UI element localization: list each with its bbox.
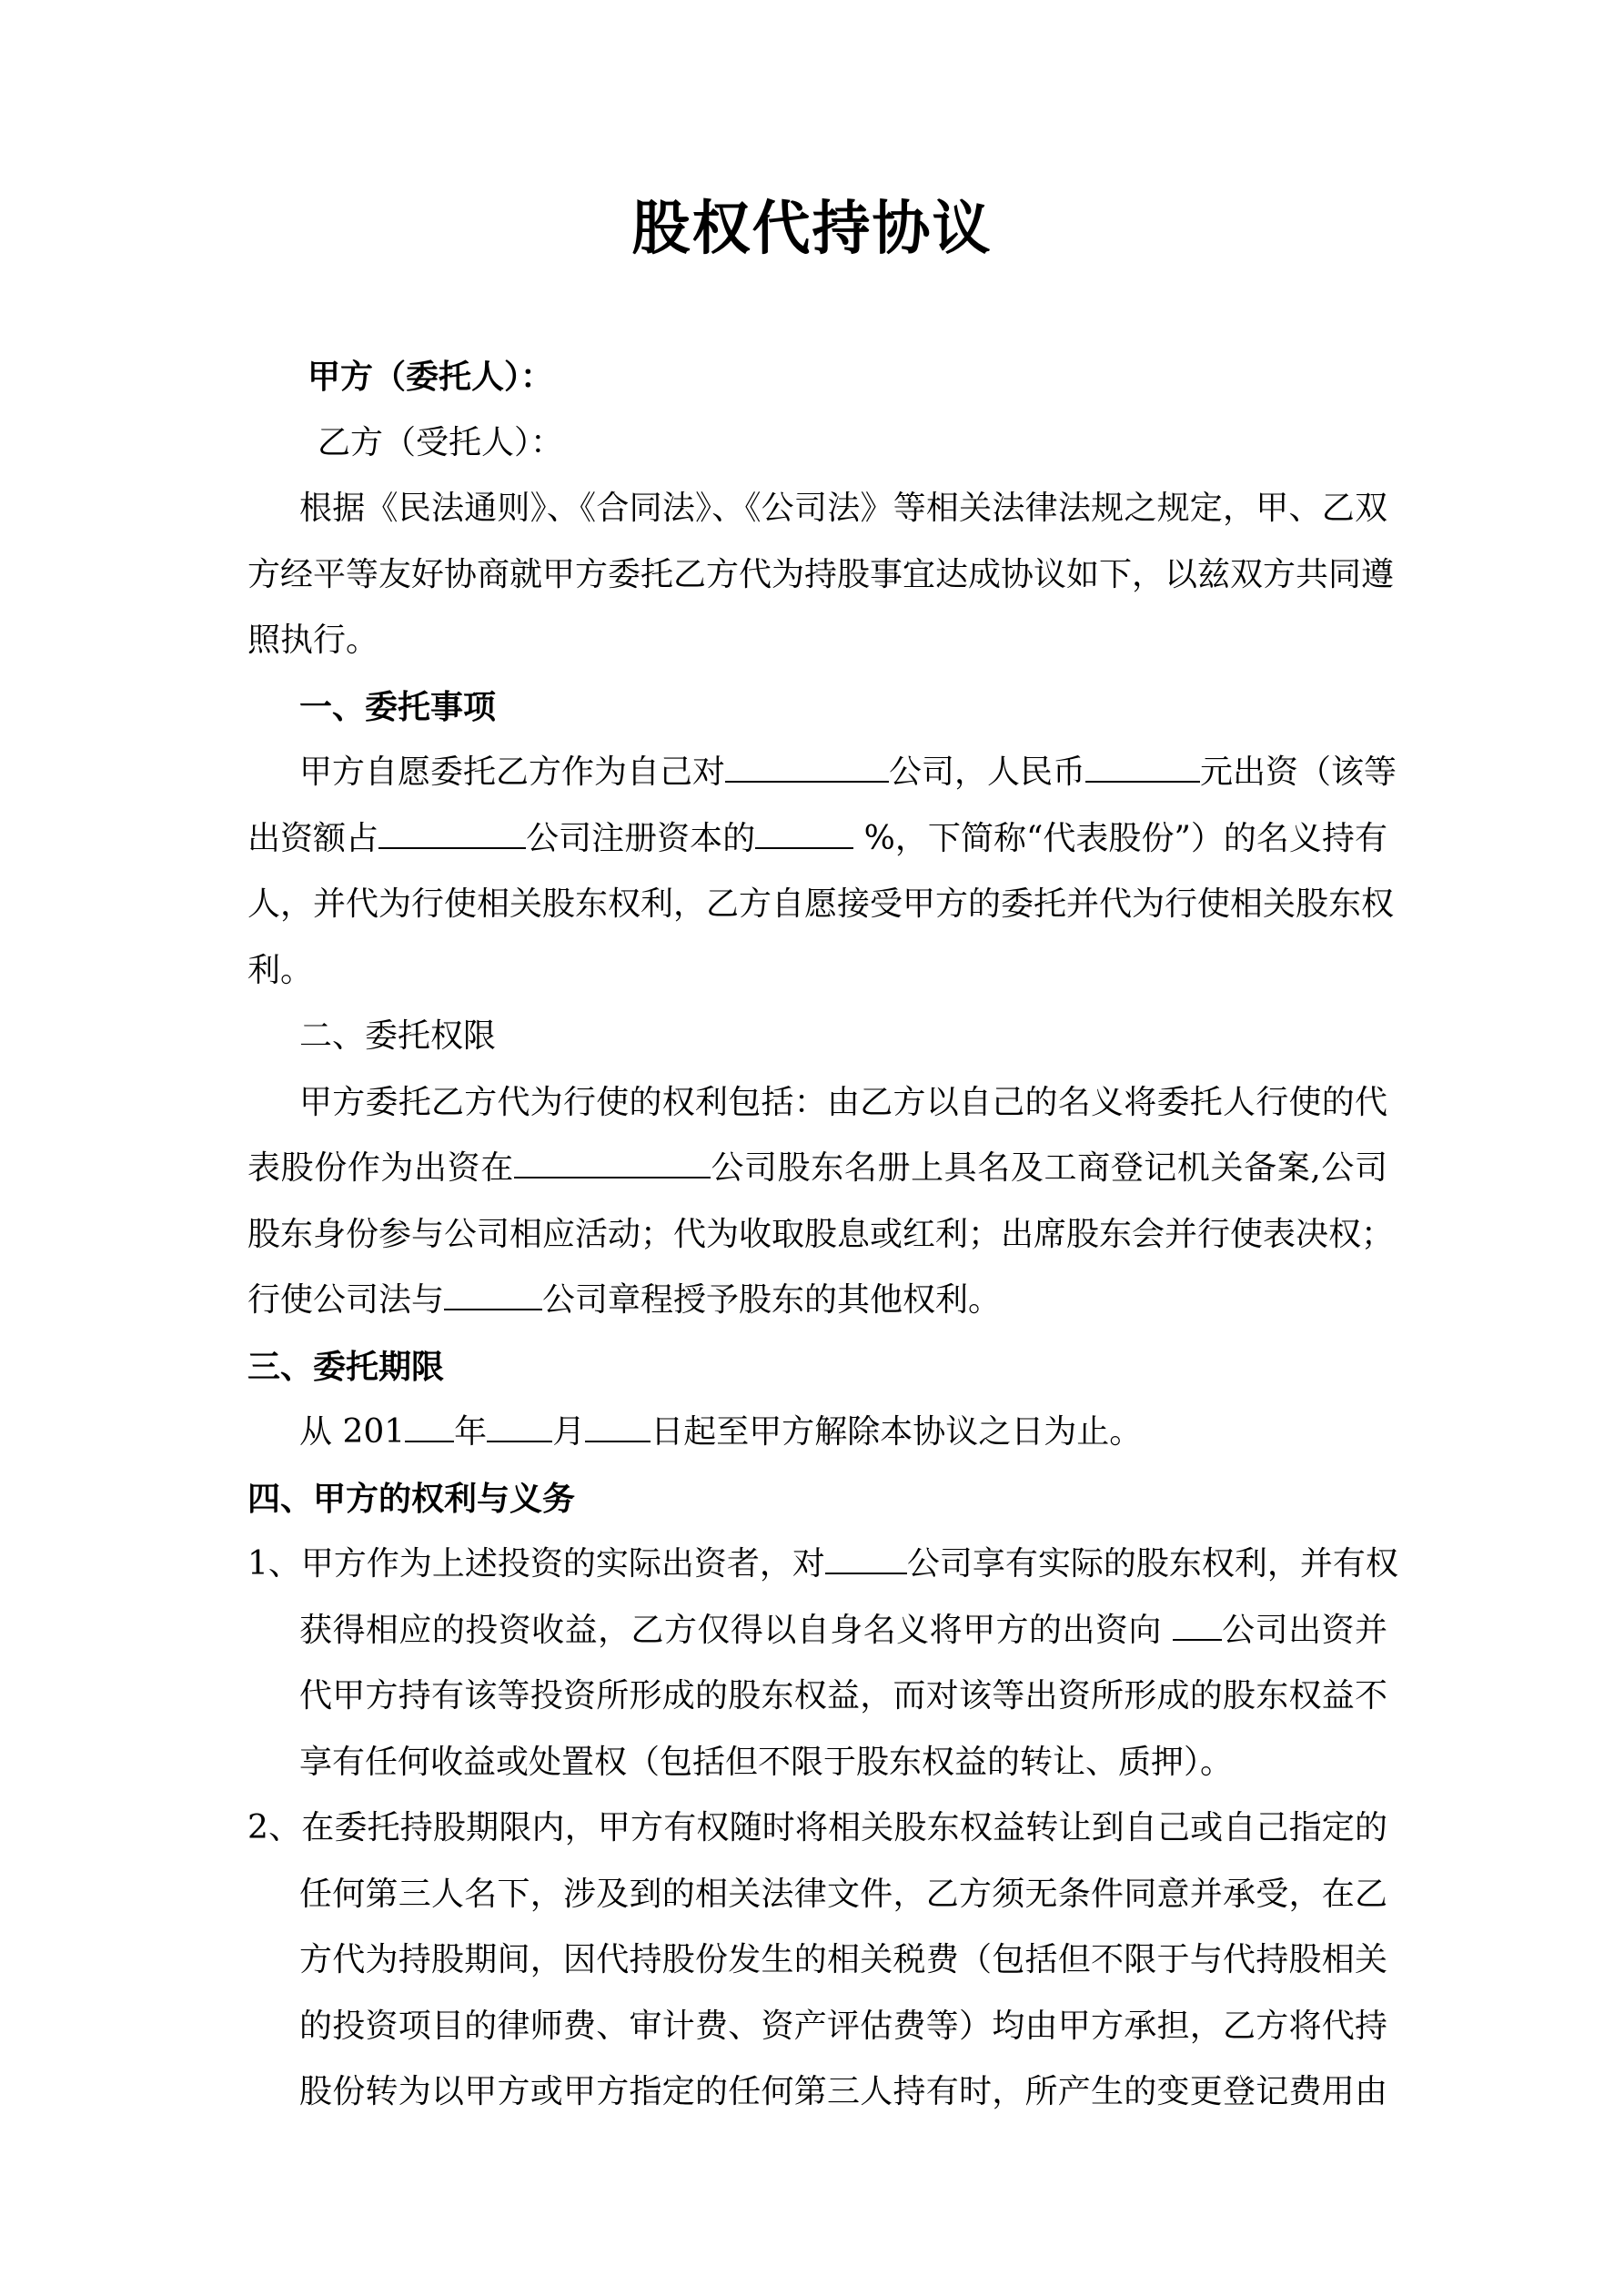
text-segment: 代甲方持有该等投资所形成的股东权益，而对该等出资所形成的股东权益不 xyxy=(299,1677,1387,1714)
text-segment: 公司股东名册上具名及工商登记机关备案,公司 xyxy=(710,1149,1387,1187)
text-segment: 利。 xyxy=(247,951,314,989)
fill-in-blank xyxy=(1173,1612,1222,1641)
text-segment: 行使公司法与 xyxy=(247,1281,445,1319)
text-segment: 二、委托权限 xyxy=(299,1017,497,1055)
fill-in-blank xyxy=(825,1545,907,1574)
text-segment: 人，并代为行使相关股东权利，乙方自愿接受甲方的委托并代为行使相关股东权 xyxy=(247,885,1395,923)
text-segment: 从 201 xyxy=(299,1413,406,1451)
fill-in-blank xyxy=(378,820,526,849)
text-segment: 甲方（委托人）： xyxy=(308,358,554,396)
document-body xyxy=(247,344,1398,2126)
fill-in-blank xyxy=(444,1281,542,1310)
text-segment: 月 xyxy=(552,1413,586,1451)
text-segment: 2、在委托持股期限内，甲方有权随时将相关股东权益转让到自己或自己指定的 xyxy=(247,1809,1387,1846)
text-line xyxy=(247,872,1395,938)
text-segment: 年 xyxy=(454,1413,488,1451)
text-segment: 日起至甲方解除本协议之日为止。 xyxy=(651,1413,1143,1451)
text-segment: 公司，人民币 xyxy=(889,754,1086,791)
text-segment: 三、委托期限 xyxy=(247,1347,445,1386)
text-line xyxy=(247,1598,1387,1664)
text-line xyxy=(247,1466,1387,1532)
text-line xyxy=(247,1070,1387,1137)
text-line xyxy=(247,1004,1387,1070)
text-line xyxy=(247,1927,1387,1994)
fill-in-blank xyxy=(755,820,853,849)
text-segment: 表股份作为出资在 xyxy=(247,1149,514,1187)
text-line xyxy=(247,1795,1387,1862)
text-segment: 获得相应的投资收益，乙方仅得以自身名义将甲方的出资向 xyxy=(299,1611,1173,1649)
text-line xyxy=(247,674,1387,741)
text-segment: 1、甲方作为上述投资的实际出资者，对 xyxy=(247,1545,825,1583)
text-line xyxy=(247,1532,1398,1598)
text-line xyxy=(247,1136,1387,1202)
text-line xyxy=(247,1994,1387,2060)
document-title: 股权代持协议 xyxy=(631,195,993,263)
fill-in-blank xyxy=(725,754,889,783)
text-segment: 出资额占 xyxy=(247,819,379,857)
text-line xyxy=(247,1400,1387,1466)
text-segment: 四、甲方的权利与义务 xyxy=(247,1479,576,1518)
text-line xyxy=(247,1202,1395,1269)
text-segment: 方代为持股期间，因代持股份发生的相关税费（包括但不限于与代持股相关 xyxy=(299,1941,1387,1978)
fill-in-blank xyxy=(405,1413,454,1442)
text-line xyxy=(247,476,1387,542)
text-segment: 公司享有实际的股东权利，并有权 xyxy=(906,1545,1398,1583)
text-line xyxy=(247,806,1387,873)
text-line xyxy=(247,542,1395,609)
fill-in-blank xyxy=(585,1413,651,1442)
text-line xyxy=(247,1268,1387,1334)
text-line xyxy=(247,938,1387,1005)
text-segment: 股东身份参与公司相应活动；代为收取股息或红利；出席股东会并行使表决权； xyxy=(247,1215,1395,1253)
fill-in-blank xyxy=(1085,754,1200,783)
text-segment: 元出资（该等 xyxy=(1200,754,1397,791)
text-segment: 股份转为以甲方或甲方指定的任何第三人持有时，所产生的变更登记费用由 xyxy=(299,2073,1387,2110)
text-line xyxy=(247,1862,1387,1928)
text-segment: 根据《民法通则》、《合同法》、《公司法》等相关法律法规之规定，甲、乙双 xyxy=(299,490,1387,527)
text-segment: 甲方自愿委托乙方作为自己对 xyxy=(299,754,726,791)
text-line xyxy=(247,740,1397,806)
text-line xyxy=(247,1334,1387,1401)
text-segment: 甲方委托乙方代为行使的权利包括：由乙方以自己的名义将委托人行使的代 xyxy=(299,1083,1387,1121)
text-segment: 的投资项目的律师费、审计费、资产评估费等）均由甲方承担，乙方将代持 xyxy=(299,2007,1387,2045)
text-line xyxy=(247,344,1387,410)
fill-in-blank xyxy=(487,1413,552,1442)
text-segment: 一、委托事项 xyxy=(299,687,497,726)
text-segment: 公司出资并 xyxy=(1221,1611,1387,1649)
text-line xyxy=(247,608,1387,674)
text-segment: 照执行。 xyxy=(247,622,379,659)
text-segment: 乙方（受托人）： xyxy=(318,423,564,461)
text-line xyxy=(247,410,1387,477)
fill-in-blank xyxy=(514,1149,711,1178)
text-line xyxy=(247,1730,1387,1796)
text-segment: 公司章程授予股东的其他权利。 xyxy=(542,1281,1002,1319)
text-segment: 方经平等友好协商就甲方委托乙方代为持股事宜达成协议如下，以兹双方共同遵 xyxy=(247,555,1395,593)
text-segment: %，下简称“代表股份”）的名义持有 xyxy=(853,819,1387,857)
text-line xyxy=(247,2059,1387,2126)
text-segment: 公司注册资本的 xyxy=(526,819,756,857)
text-segment: 任何第三人名下，涉及到的相关法律文件，乙方须无条件同意并承受，在乙 xyxy=(299,1875,1387,1913)
text-line xyxy=(247,1664,1387,1730)
text-segment: 享有任何收益或处置权（包括但不限于股东权益的转让、质押）。 xyxy=(299,1743,1234,1781)
